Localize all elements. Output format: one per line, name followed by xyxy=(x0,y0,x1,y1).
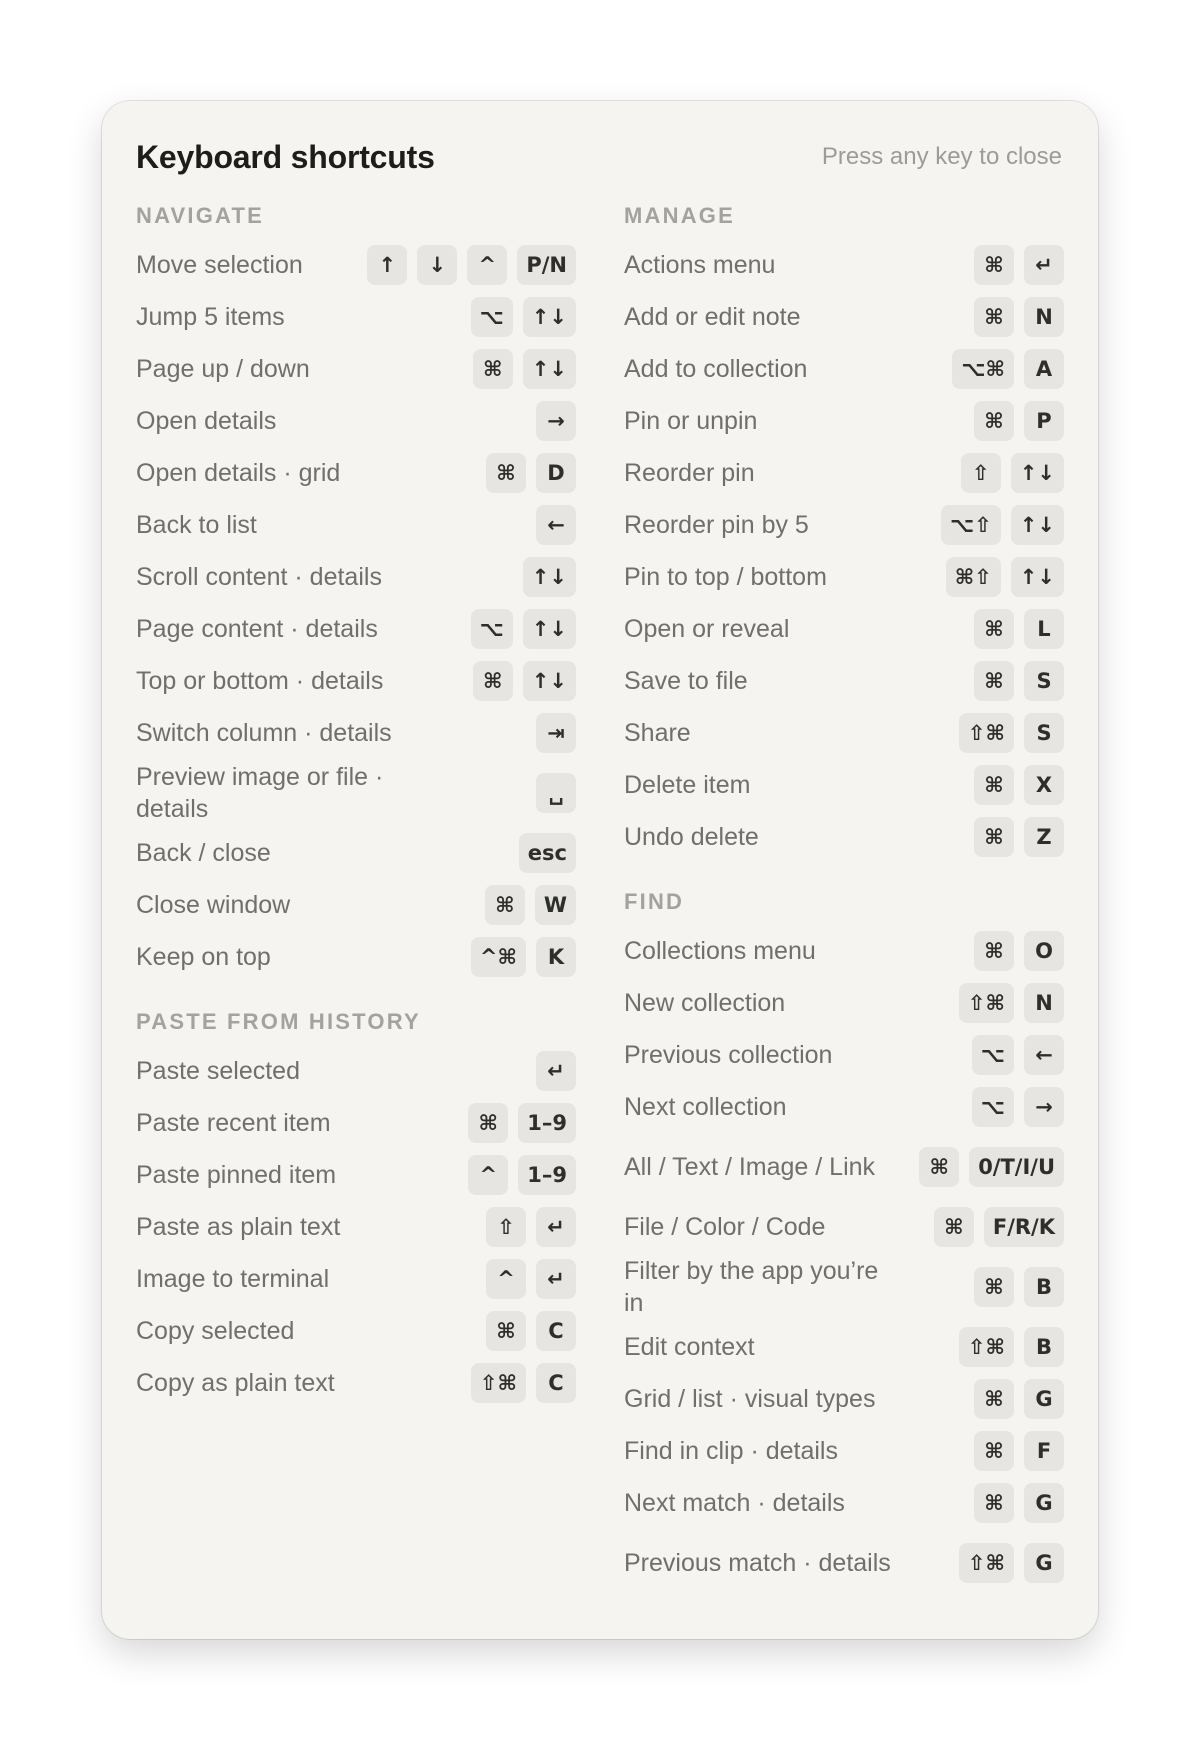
key-cap: ⌘ xyxy=(473,349,513,389)
shortcut-label: Reorder pin by 5 xyxy=(624,511,809,539)
key-cap: ⌘ xyxy=(919,1147,959,1187)
key-combo xyxy=(536,505,576,545)
key-cap: ⇧⌘ xyxy=(959,1327,1014,1367)
key-combo xyxy=(972,1087,1064,1127)
shortcut-label: Previous match · details xyxy=(624,1549,891,1577)
section-find xyxy=(624,885,1064,1597)
shortcut-row xyxy=(624,1133,1064,1201)
shortcut-row xyxy=(624,655,1064,707)
shortcut-row xyxy=(624,1529,1064,1597)
key-combo xyxy=(473,349,576,389)
key-cap: K xyxy=(536,937,576,977)
key-cap: ⌘ xyxy=(974,931,1014,971)
shortcut-label: Actions menu xyxy=(624,251,776,279)
key-cap: G xyxy=(1024,1379,1064,1419)
key-combo xyxy=(536,713,576,753)
key-cap: 1–9 xyxy=(518,1103,576,1143)
key-cap: B xyxy=(1024,1267,1064,1307)
shortcut-row xyxy=(624,447,1064,499)
shortcut-row xyxy=(624,811,1064,863)
shortcut-label: Move selection xyxy=(136,251,303,279)
key-cap: S xyxy=(1024,713,1064,753)
key-cap: ↑↓ xyxy=(1011,505,1064,545)
key-combo xyxy=(974,1267,1064,1307)
shortcut-row xyxy=(136,1097,576,1149)
key-combo xyxy=(523,557,576,597)
shortcut-row xyxy=(624,1201,1064,1253)
key-cap: ^⌘ xyxy=(471,937,526,977)
key-cap: ⌘ xyxy=(974,817,1014,857)
shortcut-row xyxy=(624,1373,1064,1425)
shortcut-label: Scroll content · details xyxy=(136,563,382,591)
key-cap: ↵ xyxy=(1024,245,1064,285)
key-cap: C xyxy=(536,1363,576,1403)
shortcut-row xyxy=(136,827,576,879)
key-cap: ⌘ xyxy=(974,401,1014,441)
key-combo xyxy=(974,609,1064,649)
key-cap: ␣ xyxy=(536,773,576,813)
key-combo xyxy=(536,773,576,813)
key-cap: N xyxy=(1024,297,1064,337)
key-combo xyxy=(471,1363,576,1403)
shortcut-label: Paste recent item xyxy=(136,1109,331,1137)
shortcut-row xyxy=(136,603,576,655)
key-combo xyxy=(934,1207,1064,1247)
key-cap: ↑ xyxy=(367,245,407,285)
shortcut-label: Top or bottom · details xyxy=(136,667,384,695)
shortcut-label: Next match · details xyxy=(624,1489,845,1517)
key-cap: ← xyxy=(1024,1035,1064,1075)
shortcut-row xyxy=(136,239,576,291)
shortcut-label: All / Text / Image / Link xyxy=(624,1153,876,1181)
key-combo xyxy=(473,661,576,701)
panel-header xyxy=(136,135,1062,179)
shortcut-label: Back to list xyxy=(136,511,257,539)
key-cap: ↑↓ xyxy=(1011,453,1064,493)
key-cap: esc xyxy=(519,833,576,873)
section-paste-from-history xyxy=(136,1005,576,1409)
shortcut-label: Page content · details xyxy=(136,615,378,643)
key-cap: D xyxy=(536,453,576,493)
key-cap: ⇧⌘ xyxy=(959,1543,1014,1583)
key-cap: C xyxy=(536,1311,576,1351)
key-cap: ^ xyxy=(486,1259,526,1299)
shortcut-label: Edit context xyxy=(624,1333,755,1361)
right-column xyxy=(624,199,1064,1597)
key-cap: ↵ xyxy=(536,1051,576,1091)
key-cap: ↵ xyxy=(536,1207,576,1247)
key-cap: ⌘ xyxy=(974,661,1014,701)
shortcut-row xyxy=(624,759,1064,811)
shortcut-label: Open or reveal xyxy=(624,615,790,643)
shortcut-row xyxy=(624,925,1064,977)
key-combo xyxy=(974,401,1064,441)
shortcut-label: Open details xyxy=(136,407,277,435)
shortcut-row xyxy=(136,1149,576,1201)
key-combo xyxy=(974,661,1064,701)
key-cap: ↑↓ xyxy=(523,609,576,649)
section-title: FIND xyxy=(624,889,685,914)
key-cap: ⌘ xyxy=(974,1379,1014,1419)
key-cap: G xyxy=(1024,1483,1064,1523)
key-combo xyxy=(486,1311,576,1351)
shortcut-label: Delete item xyxy=(624,771,751,799)
key-cap: ⌘ xyxy=(974,609,1014,649)
shortcut-row xyxy=(624,1425,1064,1477)
shortcut-row xyxy=(624,395,1064,447)
key-cap: W xyxy=(535,885,576,925)
key-cap: ↑↓ xyxy=(523,349,576,389)
key-cap: Z xyxy=(1024,817,1064,857)
key-cap: ⌘ xyxy=(486,1311,526,1351)
shortcut-label: Collections menu xyxy=(624,937,816,965)
shortcut-row xyxy=(136,1253,576,1305)
shortcut-row xyxy=(136,759,576,827)
shortcut-label: Undo delete xyxy=(624,823,759,851)
key-cap: → xyxy=(1024,1087,1064,1127)
key-combo xyxy=(959,713,1064,753)
key-combo xyxy=(471,609,576,649)
shortcut-label: Filter by the app you’re in xyxy=(624,1257,879,1317)
shortcut-label: Add to collection xyxy=(624,355,808,383)
shortcut-label: Open details · grid xyxy=(136,459,341,487)
key-cap: ⌘ xyxy=(485,885,525,925)
key-cap: ⌥ xyxy=(471,609,513,649)
shortcut-row xyxy=(136,343,576,395)
key-combo xyxy=(961,453,1064,493)
key-combo xyxy=(946,557,1064,597)
key-combo xyxy=(974,1431,1064,1471)
shortcut-label: Close window xyxy=(136,891,291,919)
section-manage xyxy=(624,199,1064,863)
key-combo xyxy=(471,297,576,337)
key-cap: ⌘ xyxy=(934,1207,974,1247)
key-cap: ⇧ xyxy=(486,1207,526,1247)
key-cap: ^ xyxy=(467,245,507,285)
shortcut-row xyxy=(624,977,1064,1029)
key-cap: ⌥ xyxy=(972,1035,1014,1075)
key-combo xyxy=(536,1051,576,1091)
key-cap: ⌥ xyxy=(471,297,513,337)
key-cap: ⌥⌘ xyxy=(952,349,1014,389)
shortcut-row xyxy=(624,239,1064,291)
shortcut-row xyxy=(136,1201,576,1253)
key-combo xyxy=(367,245,576,285)
key-combo xyxy=(468,1155,576,1195)
key-cap: ⌘ xyxy=(468,1103,508,1143)
section-navigate xyxy=(136,199,576,983)
key-combo xyxy=(485,885,576,925)
shortcut-label: Previous collection xyxy=(624,1041,833,1069)
key-cap: ↑↓ xyxy=(523,661,576,701)
key-cap: ⌘ xyxy=(974,1431,1014,1471)
key-cap: P xyxy=(1024,401,1064,441)
shortcut-label: Next collection xyxy=(624,1093,787,1121)
shortcut-row xyxy=(136,1045,576,1097)
key-combo xyxy=(972,1035,1064,1075)
shortcut-row xyxy=(136,1357,576,1409)
key-cap: ⌘ xyxy=(473,661,513,701)
section-title: MANAGE xyxy=(624,203,735,228)
shortcut-label: Grid / list · visual types xyxy=(624,1385,876,1413)
key-cap: ⇧⌘ xyxy=(471,1363,526,1403)
shortcut-row xyxy=(136,931,576,983)
shortcut-row xyxy=(136,551,576,603)
shortcut-label: File / Color / Code xyxy=(624,1213,826,1241)
shortcut-label: Pin to top / bottom xyxy=(624,563,827,591)
key-cap: ⇧⌘ xyxy=(959,983,1014,1023)
key-combo xyxy=(974,1483,1064,1523)
key-cap: ↑↓ xyxy=(523,557,576,597)
shortcut-row xyxy=(624,291,1064,343)
key-cap: ⇧⌘ xyxy=(959,713,1014,753)
section-title: NAVIGATE xyxy=(136,203,265,228)
shortcut-label: Pin or unpin xyxy=(624,407,758,435)
key-cap: ⌥ xyxy=(972,1087,1014,1127)
key-cap: ↵ xyxy=(536,1259,576,1299)
shortcut-label: Share xyxy=(624,719,691,747)
shortcut-label: Keep on top xyxy=(136,943,271,971)
key-cap: 0/T/I/U xyxy=(969,1147,1064,1187)
key-combo xyxy=(519,833,576,873)
key-cap: ⌘ xyxy=(974,245,1014,285)
key-cap: F xyxy=(1024,1431,1064,1471)
shortcut-row xyxy=(136,395,576,447)
key-cap: ← xyxy=(536,505,576,545)
key-combo xyxy=(919,1147,1064,1187)
key-cap: P/N xyxy=(517,245,576,285)
key-cap: ⌘ xyxy=(974,765,1014,805)
key-cap: ⇧ xyxy=(961,453,1001,493)
shortcut-label: Find in clip · details xyxy=(624,1437,838,1465)
key-combo xyxy=(959,983,1064,1023)
key-combo xyxy=(974,931,1064,971)
shortcut-row xyxy=(624,1029,1064,1081)
key-combo xyxy=(959,1327,1064,1367)
shortcut-row xyxy=(136,879,576,931)
key-cap: F/R/K xyxy=(984,1207,1064,1247)
shortcut-row xyxy=(624,551,1064,603)
key-combo xyxy=(486,1207,576,1247)
key-combo xyxy=(468,1103,576,1143)
shortcut-label: Copy as plain text xyxy=(136,1369,335,1397)
key-cap: S xyxy=(1024,661,1064,701)
shortcut-row xyxy=(624,499,1064,551)
key-combo xyxy=(486,1259,576,1299)
key-combo xyxy=(974,1379,1064,1419)
key-combo xyxy=(486,453,576,493)
section-title: PASTE FROM HISTORY xyxy=(136,1009,421,1034)
key-combo xyxy=(941,505,1064,545)
key-cap: ⌘ xyxy=(974,1267,1014,1307)
key-cap: N xyxy=(1024,983,1064,1023)
key-combo xyxy=(952,349,1064,389)
key-combo xyxy=(471,937,576,977)
shortcut-row xyxy=(624,1081,1064,1133)
shortcut-label: Reorder pin xyxy=(624,459,755,487)
shortcut-row xyxy=(624,707,1064,759)
key-cap: ⌥⇧ xyxy=(941,505,1001,545)
shortcut-row xyxy=(624,343,1064,395)
key-cap: ⌘ xyxy=(486,453,526,493)
shortcut-label: Jump 5 items xyxy=(136,303,285,331)
shortcut-label: Copy selected xyxy=(136,1317,295,1345)
key-cap: O xyxy=(1024,931,1064,971)
shortcut-label: Back / close xyxy=(136,839,271,867)
shortcut-label: Save to file xyxy=(624,667,748,695)
shortcut-label: Paste as plain text xyxy=(136,1213,341,1241)
key-cap: 1–9 xyxy=(518,1155,576,1195)
key-cap: ⌘ xyxy=(974,1483,1014,1523)
key-cap: ^ xyxy=(468,1155,508,1195)
key-combo xyxy=(536,401,576,441)
key-cap: G xyxy=(1024,1543,1064,1583)
key-cap: X xyxy=(1024,765,1064,805)
key-cap: ⌘⇧ xyxy=(946,557,1001,597)
key-cap: ⌘ xyxy=(974,297,1014,337)
close-hint: Press any key to close xyxy=(821,143,1062,170)
shortcut-label: Paste pinned item xyxy=(136,1161,337,1189)
shortcut-label: Preview image or file · details xyxy=(136,763,384,823)
shortcut-label: Page up / down xyxy=(136,355,310,383)
shortcut-row xyxy=(624,1321,1064,1373)
shortcut-label: Image to terminal xyxy=(136,1265,330,1293)
key-combo xyxy=(974,817,1064,857)
key-cap: ↑↓ xyxy=(1011,557,1064,597)
shortcut-row xyxy=(136,655,576,707)
shortcut-row xyxy=(136,707,576,759)
key-cap: ↓ xyxy=(417,245,457,285)
key-combo xyxy=(974,765,1064,805)
key-cap: → xyxy=(536,401,576,441)
shortcut-row xyxy=(624,603,1064,655)
left-column xyxy=(136,199,576,1409)
shortcut-label: Paste selected xyxy=(136,1057,300,1085)
shortcut-row xyxy=(136,499,576,551)
key-cap: ⇥ xyxy=(536,713,576,753)
shortcut-row xyxy=(624,1253,1064,1321)
shortcut-label: New collection xyxy=(624,989,786,1017)
key-combo xyxy=(959,1543,1064,1583)
panel-title: Keyboard shortcuts xyxy=(136,138,435,175)
shortcut-row xyxy=(136,291,576,343)
shortcut-row xyxy=(136,1305,576,1357)
key-cap: A xyxy=(1024,349,1064,389)
key-combo xyxy=(974,297,1064,337)
key-cap: ↑↓ xyxy=(523,297,576,337)
key-combo xyxy=(974,245,1064,285)
shortcuts-panel xyxy=(102,101,1098,1639)
shortcut-row xyxy=(136,447,576,499)
key-cap: L xyxy=(1024,609,1064,649)
key-cap: B xyxy=(1024,1327,1064,1367)
shortcut-label: Switch column · details xyxy=(136,719,392,747)
shortcut-label: Add or edit note xyxy=(624,303,801,331)
shortcut-row xyxy=(624,1477,1064,1529)
